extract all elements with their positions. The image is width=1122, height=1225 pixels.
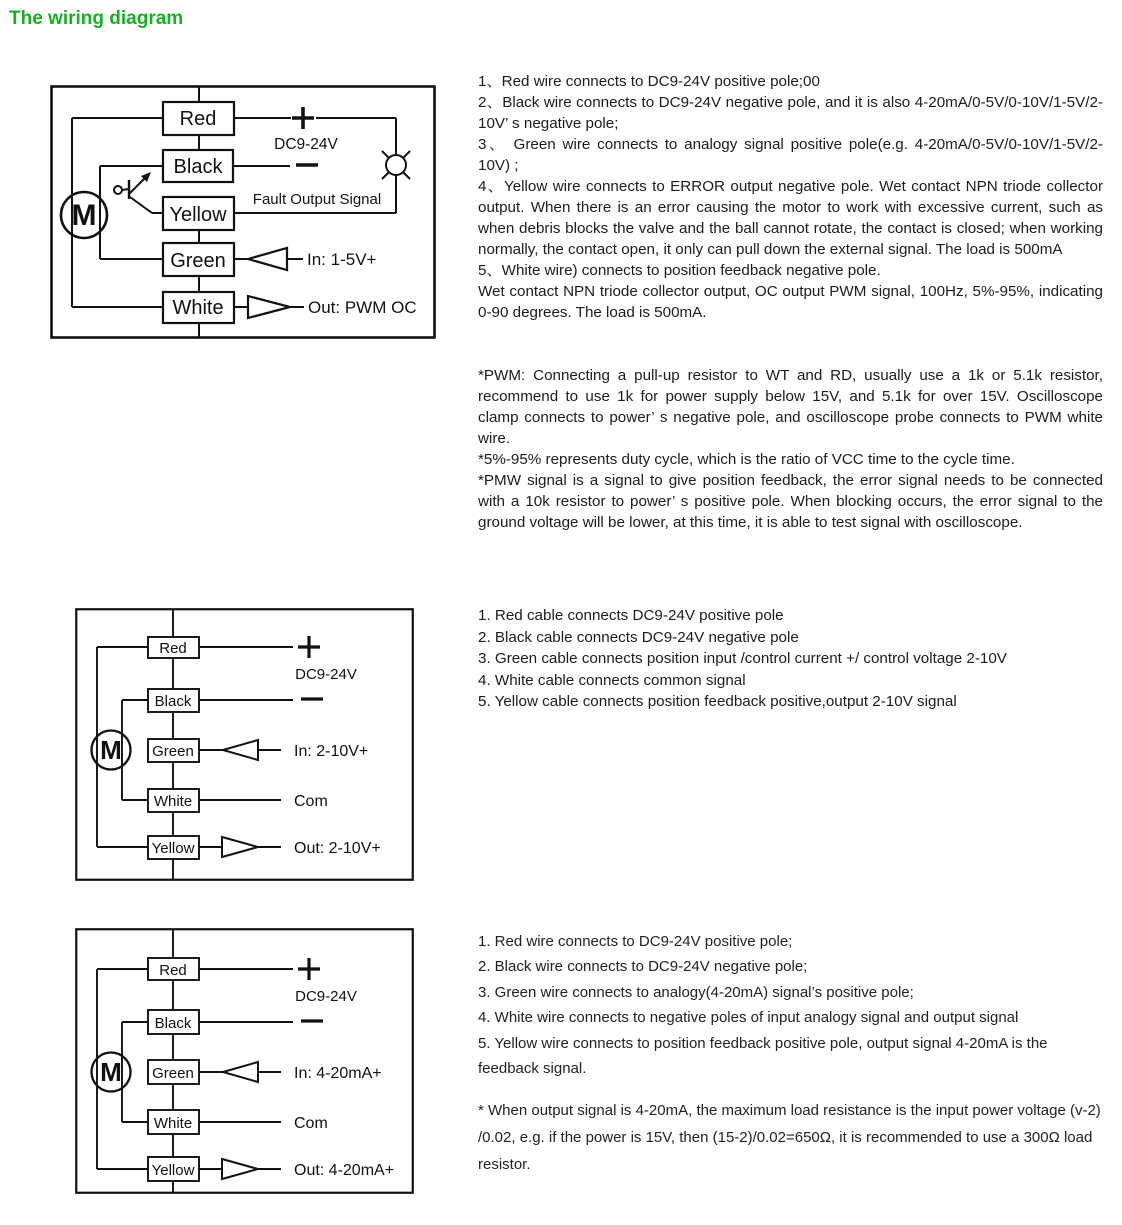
wiring-diagram-4-20ma [75, 928, 414, 1194]
common-signal-label: Com [294, 793, 328, 810]
wire-label: Black [173, 156, 223, 178]
wire-label: Red [159, 640, 187, 657]
list-item: 1. Red wire connects to DC9-24V positive pole; [478, 933, 793, 950]
wire-label: White [172, 297, 224, 319]
note-paragraph: 4、Yellow wire connects to ERROR output negative pole. Wet contact NPN triode collector output. When there is an error causing the motor to work with excessive current, such as when debris blocks the valve and the ball cannot rotate, the contact is closed; when working normally, the contact open, it only can pull down the external signal. The load is 500mA [478, 178, 1103, 258]
list-item: 2. Black wire connects to DC9-24V negative pole; [478, 958, 808, 976]
motor-label: M [71, 199, 97, 232]
pwm-notes [478, 365, 1103, 533]
supply-label: DC9-24V [295, 666, 357, 683]
list-item: 3. Green wire connects to analogy(4-20mA) signal’s positive pole; [478, 983, 914, 1001]
wire-label: White [153, 1115, 193, 1132]
note-paragraph: Wet contact NPN triode collector output, OC output PWM signal, 100Hz, 5%-95%, indicating 0-90 degrees. The load is 500mA. [478, 283, 1103, 321]
notes-diagram1 [478, 71, 1103, 323]
input-signal-label: In: 4-20mA+ [294, 1065, 382, 1082]
wire-lines [97, 610, 293, 879]
supply-label: DC9-24V [295, 988, 357, 1005]
load-resistor-footnote [478, 1097, 1103, 1178]
supply-label: DC9-24V [274, 136, 338, 153]
wire-label: Red [179, 108, 217, 130]
common-signal-label: Com [294, 1115, 328, 1132]
wire-label: Yellow [169, 204, 227, 226]
input-arrow-icon [223, 1062, 258, 1082]
output-signal-label: Out: 2-10V+ [294, 840, 381, 857]
list-item: 4. White wire connects to negative poles of input analogy signal and output signal [478, 1009, 1019, 1027]
motor-label: M [100, 735, 122, 765]
wire-label: Red [159, 962, 187, 979]
wire-label: Black [154, 1015, 192, 1032]
note-paragraph: *PMW signal is a signal to give position feedback, the error signal needs to be connected with a 10k resistor to power’ s positive pole. When blocking occurs, the error signal to the ground voltage will be lower, at this time, it is able to test signal with oscilloscope. [478, 472, 1103, 531]
list-item: 3. Green cable connects position input /control current +/ control voltage 2-10V [478, 650, 1007, 667]
motor-label: M [100, 1057, 122, 1087]
note-paragraph: 3、 Green wire connects to analogy signal positive pole(e.g. 4-20mA/0-5V/0-10V/1-5V/2-10V) ; [478, 136, 1103, 174]
list-item: 4. White cable connects common signal [478, 671, 746, 689]
input-signal-label: In: 1-5V+ [307, 250, 377, 269]
wire-label: Green [152, 743, 194, 760]
indicator-lamp-icon [382, 151, 410, 179]
fault-contact-switch-icon [114, 172, 163, 213]
list-item: 1. Red cable connects DC9-24V positive pole [478, 607, 784, 624]
output-signal-label: Out: PWM OC [308, 298, 417, 317]
page-title: The wiring diagram [9, 8, 184, 29]
wire-label: White [153, 793, 193, 810]
wiring-diagram-pwm [50, 85, 436, 339]
note-paragraph: *PWM: Connecting a pull-up resistor to WT and RD, usually use a 1k or 5.1k resistor, recommend to use 1k for power supply below 15V, and 5.1k for over 15V. Oscilloscope clamp connects to power’ s negative pole, and oscilloscope probe connects to PWM white wire. [478, 367, 1103, 447]
list-item: 2. Black cable connects DC9-24V negative pole [478, 628, 799, 646]
input-arrow-icon [223, 740, 258, 760]
list-item: 5. Yellow wire connects to position feedback positive pole, output signal 4-20mA is the feedback signal. [478, 1034, 1048, 1078]
plus-symbol [292, 107, 314, 129]
output-arrow-icon [222, 837, 258, 857]
wire-label: Black [154, 693, 192, 710]
list-item: 5. Yellow cable connects position feedback positive,output 2-10V signal [478, 693, 957, 710]
plus-symbol [298, 636, 320, 658]
note-paragraph: 1、Red wire connects to DC9-24V positive pole;00 [478, 73, 820, 90]
note-paragraph: 2、Black wire connects to DC9-24V negative pole, and it is also 4-20mA/0-5V/0-10V/1-5V/2-10V’ s negative pole; [478, 94, 1103, 132]
output-arrow-icon [248, 296, 290, 318]
output-arrow-icon [222, 1159, 258, 1179]
wire-label: Yellow [151, 1162, 195, 1179]
input-signal-label: In: 2-10V+ [294, 743, 369, 760]
input-arrow-icon [248, 248, 287, 270]
wiring-diagram-2-10v [75, 608, 414, 881]
wire-label: Green [152, 1065, 194, 1082]
note-paragraph: * When output signal is 4-20mA, the maximum load resistance is the input power voltage (v-2) /0.02, e.g. if the power is 15V, then (15-2)/0.02=650Ω, it is recommended to use a 300Ω load resistor. [478, 1102, 1101, 1173]
output-signal-label: Out: 4-20mA+ [294, 1162, 395, 1179]
note-paragraph: 5、White wire) connects to position feedback negative pole. [478, 262, 881, 279]
notes-diagram2 [478, 605, 1103, 713]
wire-label: Yellow [151, 840, 195, 857]
notes-diagram3 [478, 929, 1103, 1081]
fault-output-label: Fault Output Signal [252, 191, 382, 208]
note-paragraph: *5%-95% represents duty cycle, which is the ratio of VCC time to the cycle time. [478, 451, 1015, 468]
plus-symbol [298, 958, 320, 980]
wire-label: Green [170, 250, 226, 272]
